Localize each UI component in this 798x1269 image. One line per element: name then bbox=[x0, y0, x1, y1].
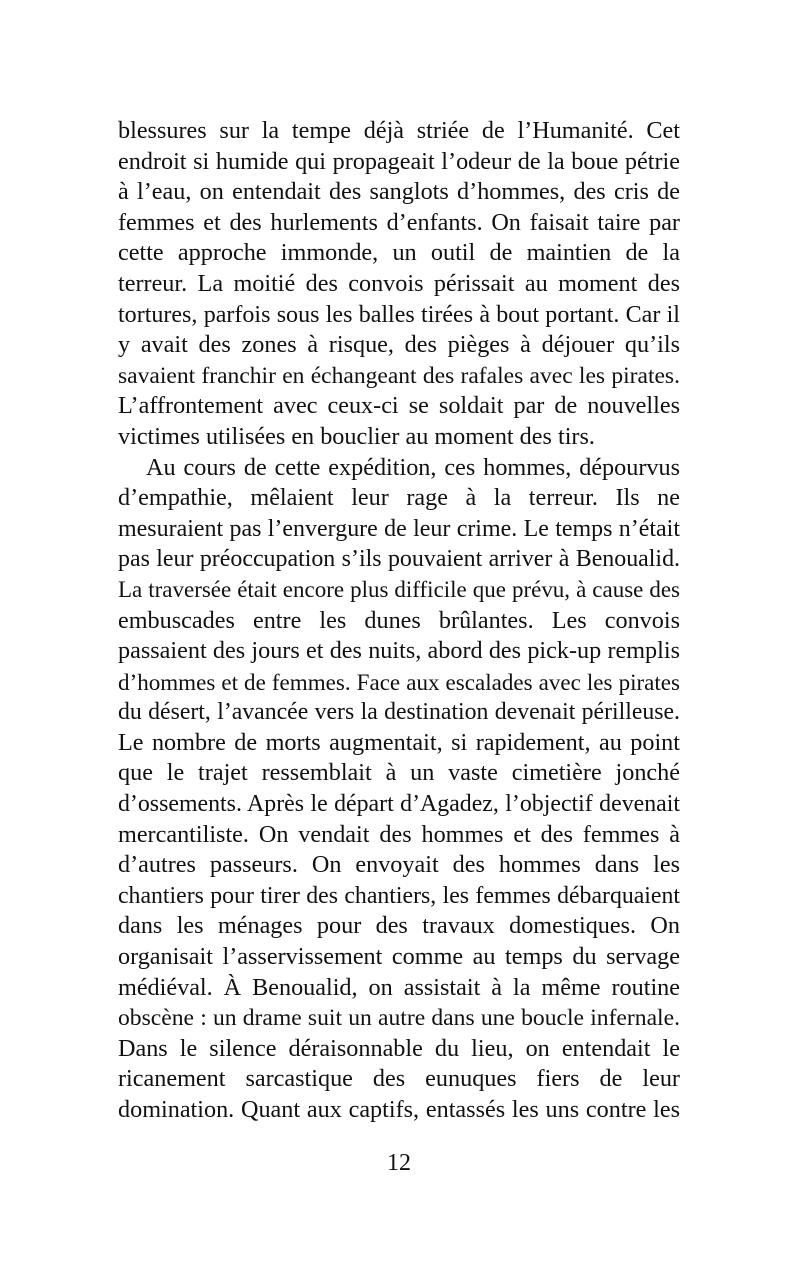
text-line: à l’eau, on entendait des sanglots d’hommes, des cris de bbox=[118, 178, 680, 206]
text-line: endroit si humide qui propageait l’odeur de la boue pétrie bbox=[118, 147, 680, 175]
text-line: d’hommes et de femmes. Face aux escalades avec les pirates bbox=[118, 668, 680, 695]
text-line: d’autres passeurs. On envoyait des hommes dans les bbox=[118, 851, 680, 879]
text-line: d’ossements. Après le départ d’Agadez, l’objectif devenait bbox=[118, 791, 680, 818]
text-line: pas leur préoccupation s’ils pouvaient arriver à Benoualid. bbox=[118, 546, 680, 573]
text-line: Dans le silence déraisonnable du lieu, on entendait le bbox=[118, 1034, 680, 1062]
text-line: obscène : un drame suit un autre dans une boucle infernale. bbox=[118, 1005, 680, 1032]
text-line: ricanement sarcastique des eunuques fiers de leur bbox=[118, 1065, 680, 1093]
page-number: 12 bbox=[387, 1150, 411, 1176]
text-line: savaient franchir en échangeant des rafales avec les pirates. bbox=[118, 362, 680, 389]
text-line: d’empathie, mêlaient leur rage à la terreur. Ils ne bbox=[118, 484, 680, 512]
body-text bbox=[118, 116, 680, 1126]
text-line: chantiers pour tirer des chantiers, les femmes débarquaient bbox=[118, 882, 680, 909]
text-line: organisait l’asservissement comme au temps du servage bbox=[118, 943, 680, 971]
text-line: y avait des zones à risque, des pièges à déjouer qu’ils bbox=[118, 331, 680, 359]
text-line: La traversée était encore plus difficile que prévu, à cause des bbox=[118, 576, 680, 602]
text-line: médiéval. À Benoualid, on assistait à la même routine bbox=[118, 973, 680, 1001]
text-line: mercantiliste. On vendait des hommes et des femmes à bbox=[118, 820, 680, 848]
text-line: L’affrontement avec ceux-ci se soldait par de nouvelles bbox=[118, 392, 680, 420]
text-line: femmes et des hurlements d’enfants. On faisait taire par bbox=[118, 208, 680, 236]
text-line: blessures sur la tempe déjà striée de l’Humanité. Cet bbox=[118, 117, 680, 144]
text-line: passaient des jours et des nuits, abord des pick-up remplis bbox=[118, 637, 680, 665]
text-line: domination. Quant aux captifs, entassés les uns contre les bbox=[118, 1096, 680, 1123]
text-line: Au cours de cette expédition, ces hommes, dépourvus bbox=[146, 453, 680, 481]
text-line: Le nombre de morts augmentait, si rapidement, au point bbox=[118, 728, 680, 756]
text-line: dans les ménages pour des travaux domestiques. On bbox=[118, 912, 680, 940]
text-line: terreur. La moitié des convois périssait au moment des bbox=[118, 269, 680, 297]
paragraph-1 bbox=[118, 116, 680, 453]
text-line: tortures, parfois sous les balles tirées à bout portant. Car il bbox=[118, 301, 680, 328]
text-line: embuscades entre les dunes brûlantes. Les convois bbox=[118, 606, 680, 634]
text-line: cette approche immonde, un outil de maintien de la bbox=[118, 239, 680, 267]
paragraph-2 bbox=[118, 453, 680, 1126]
text-line: du désert, l’avancée vers la destination devenait périlleuse. bbox=[118, 699, 680, 726]
text-line: que le trajet ressemblait à un vaste cimetière jonché bbox=[118, 759, 680, 787]
text-line: mesuraient pas l’envergure de leur crime. Le temps n’était bbox=[118, 515, 680, 542]
text-line: victimes utilisées en bouclier au moment des tirs. bbox=[118, 422, 595, 450]
